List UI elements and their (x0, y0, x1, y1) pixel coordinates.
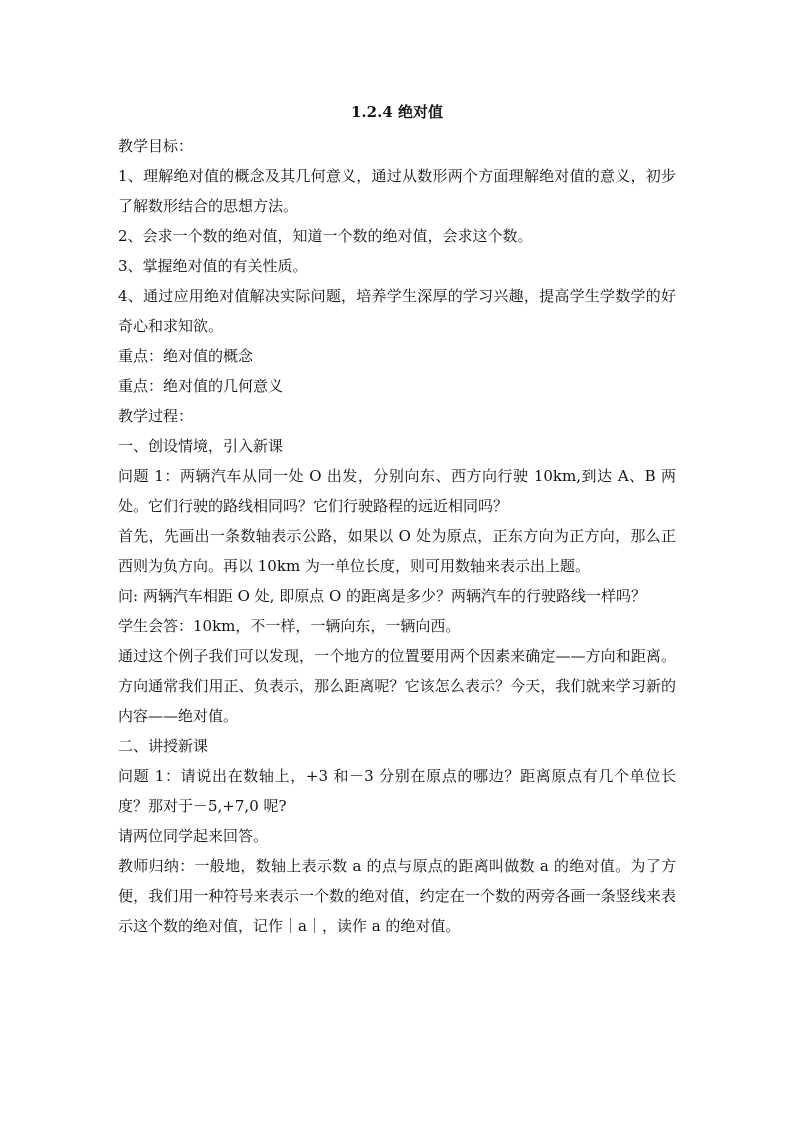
paragraph-section-1-heading: 一、创设情境，引入新课 (118, 437, 284, 455)
paragraph-objective-2: 2、会求一个数的绝对值，知道一个数的绝对值，会求这个数。 (118, 227, 533, 245)
document-title: 1.2.4 绝对值 (351, 103, 443, 121)
paragraph-teacher-summary: 教师归纳：一般地，数轴上表示数 a 的点与原点的距离叫做数 a 的绝对值。为了方便，我们用一种符号来表示一个数的绝对值，约定在一个数的两旁各画一条竖线来表示这个数的绝对值，记作｜a｜，读作 a 的绝对值。 (118, 857, 676, 935)
paragraph-key-point-1: 重点：绝对值的概念 (118, 347, 254, 365)
paragraph-objective-4: 4、通过应用绝对值解决实际问题，培养学生深厚的学习兴趣，提高学生学数学的好奇心和求知欲。 (118, 287, 676, 335)
paragraph-key-point-2: 重点：绝对值的几何意义 (118, 377, 284, 395)
paragraph-follow-up-question: 问: 两辆汽车相距 O 处, 即原点 O 的距离是多少？两辆汽车的行驶路线一样吗？ (118, 587, 647, 605)
paragraph-section-2-heading: 二、讲授新课 (118, 737, 209, 755)
paragraph-objective-3: 3、掌握绝对值的有关性质。 (118, 257, 308, 275)
paragraph-number-line-explanation: 首先，先画出一条数轴表示公路，如果以 O 处为原点，正东方向为正方向，那么正西则为负方向。再以 10km 为一单位长度，则可用数轴来表示出上题。 (118, 527, 676, 575)
paragraph-objective-1: 1、理解绝对值的概念及其几何意义，通过从数形两个方面理解绝对值的意义，初步了解数形结合的思想方法。 (118, 167, 676, 215)
paragraph-teaching-objectives: 教学目标： (118, 137, 194, 155)
paragraph-student-answer: 学生会答：10km，不一样，一辆向东，一辆向西。 (118, 617, 461, 635)
paragraph-question-1: 问题 1：两辆汽车从同一处 O 出发，分别向东、西方向行驶 10km,到达 A、B 两处。它们行驶的路线相同吗？它们行驶路程的远近相同吗？ (118, 467, 676, 515)
paragraph-question-2: 问题 1：请说出在数轴上，+3 和－3 分别在原点的哪边？距离原点有几个单位长度？那对于－5,+7,0 呢? (118, 767, 676, 815)
paragraph-introduction-summary: 通过这个例子我们可以发现，一个地方的位置要用两个因素来确定——方向和距离。方向通常我们用正、负表示，那么距离呢？它该怎么表示？今天，我们就来学习新的内容——绝对值。 (118, 647, 676, 725)
paragraph-teaching-process: 教学过程： (118, 407, 194, 425)
paragraph-student-response-instruction: 请两位同学起来回答。 (118, 827, 269, 845)
